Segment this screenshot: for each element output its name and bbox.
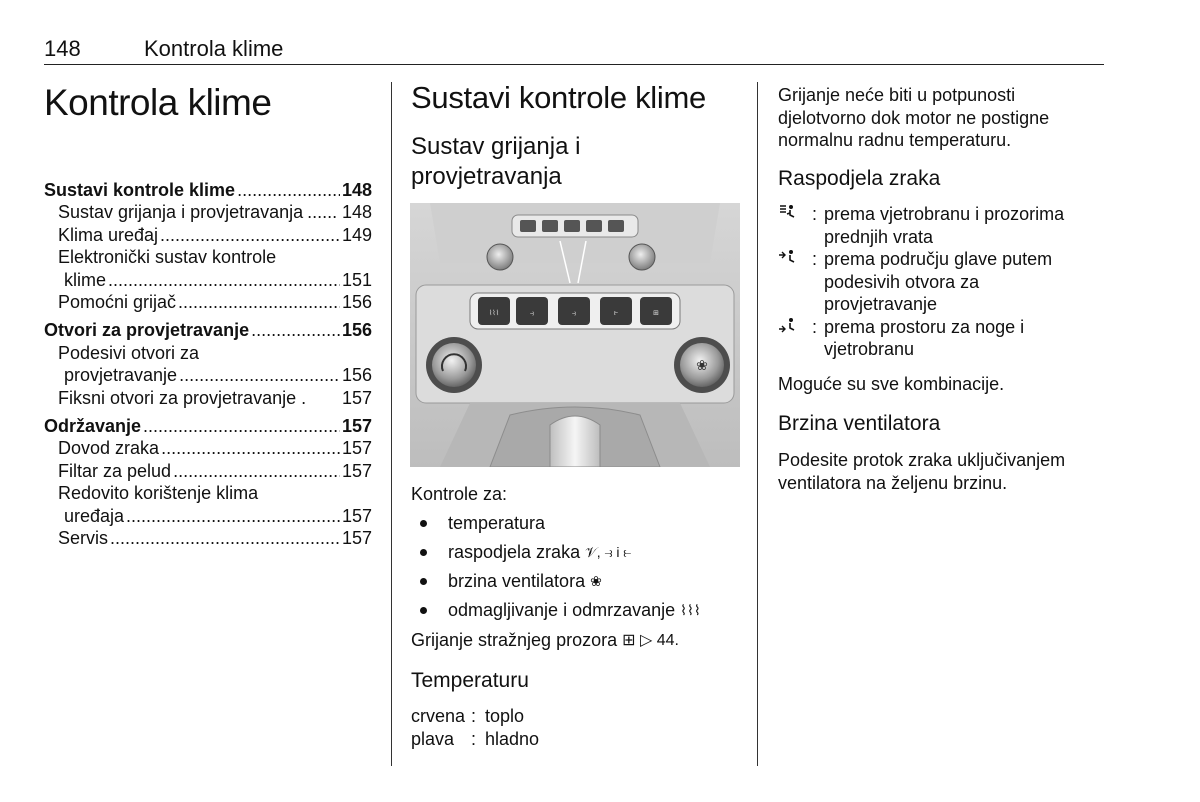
temperature-title: Temperaturu <box>411 669 529 692</box>
head-icon <box>778 248 812 316</box>
fan-icon: ❀ <box>590 573 602 589</box>
toc-entry[interactable]: provjetravanje ..... 156 <box>44 364 372 386</box>
toc-entry[interactable]: Sustavi kontrole klime ..... 148 <box>44 179 372 201</box>
list-item: : prema vjetrobranu i prozorima prednjih vrata <box>778 203 1098 248</box>
controls-intro: Kontrole za: <box>411 484 508 504</box>
running-title: Kontrola klime <box>144 36 284 61</box>
bullet-icon <box>420 578 427 585</box>
page-number: 148 <box>44 36 81 61</box>
toc-entry[interactable]: Dovod zraka ..... 157 <box>44 437 372 459</box>
svg-text:⊞: ⊞ <box>653 309 659 317</box>
defrost-icon: ⌇⌇⌇ <box>680 602 701 618</box>
column-divider-left <box>391 82 392 766</box>
toc-entry[interactable]: Filtar za pelud ..... 157 <box>44 460 372 482</box>
feet-icon <box>778 316 812 361</box>
toc-entry[interactable]: Podesivi otvori za <box>58 342 200 363</box>
svg-text:⌇⌇⌇: ⌇⌇⌇ <box>488 309 500 317</box>
toc-entry[interactable]: Otvori za provjetravanje ..... 156 <box>44 319 372 341</box>
toc-entry[interactable]: Održavanje ..... 157 <box>44 415 372 437</box>
chapter-title: Kontrola klime <box>44 82 272 123</box>
air-distribution-icons: 𝒱, ⥽ i ⥼ <box>585 544 632 560</box>
intro-paragraph: Grijanje neće biti u potpunosti djelotvorno dok motor ne postigne normalnu radnu temperaturu. <box>778 85 1050 150</box>
toc-entry[interactable]: klime ..... 151 <box>44 269 372 291</box>
list-item: temperatura <box>420 513 545 534</box>
toc-entry[interactable]: Sustav grijanja i provjetravanja ..... 148 <box>44 201 372 223</box>
fan-speed-text: Podesite protok zraka uključivanjem ventilatora na željenu brzinu. <box>778 450 1066 493</box>
toc-entry[interactable]: Fiksni otvori za provjetravanje . 157 <box>58 387 372 408</box>
header-rule <box>44 64 1104 65</box>
list-item: : prema prostoru za noge i vjetrobranu <box>778 316 1098 361</box>
svg-text:⥼: ⥼ <box>614 309 618 317</box>
rear-window-heating-reference[interactable]: ⊞ ▷ 44. <box>622 632 679 649</box>
toc-entry[interactable]: uređaja ..... 157 <box>44 505 372 527</box>
bullet-icon <box>420 607 427 614</box>
distribution-list <box>778 203 1098 361</box>
bullet-icon <box>420 549 427 556</box>
list-item: brzina ventilatora ❀ <box>420 571 602 592</box>
toc-entry[interactable]: Redovito korištenje klima <box>58 483 259 504</box>
climate-control-panel-illustration <box>410 203 740 467</box>
list-item: : prema području glave putem podesivih otvora za provjetravanje <box>778 248 1098 316</box>
toc-entry[interactable]: Klima uređaj ..... 149 <box>44 224 372 246</box>
distribution-title: Raspodjela zraka <box>778 167 941 190</box>
svg-text:⥽: ⥽ <box>530 309 534 317</box>
toc-entry[interactable]: Elektronički sustav kontrole <box>58 247 277 268</box>
bullet-icon <box>420 520 427 527</box>
temperature-row: crvena : toplo <box>411 706 525 726</box>
temperature-row: plava : hladno <box>411 729 540 749</box>
toc-entry[interactable]: Servis ..... 157 <box>44 527 372 549</box>
section-title: Sustavi kontrole klime <box>411 80 706 115</box>
toc-entry[interactable]: Pomoćni grijač ..... 156 <box>44 291 372 313</box>
windscreen-feet-icon <box>778 203 812 248</box>
list-item: odmagljivanje i odmrzavanje ⌇⌇⌇ <box>420 600 701 621</box>
list-item: raspodjela zraka 𝒱, ⥽ i ⥼ <box>420 542 631 563</box>
svg-text:❀: ❀ <box>696 358 708 374</box>
fan-speed-title: Brzina ventilatora <box>778 412 941 435</box>
table-of-contents <box>44 179 372 550</box>
combinations-text: Moguće su sve kombinacije. <box>778 374 1005 394</box>
column-divider-right <box>757 82 758 766</box>
svg-text:⥽: ⥽ <box>572 309 576 317</box>
rear-window-note: Grijanje stražnjeg prozora ⊞ ▷ 44. <box>411 630 679 650</box>
subsection-title: Sustav grijanja i provjetravanja <box>411 133 581 190</box>
